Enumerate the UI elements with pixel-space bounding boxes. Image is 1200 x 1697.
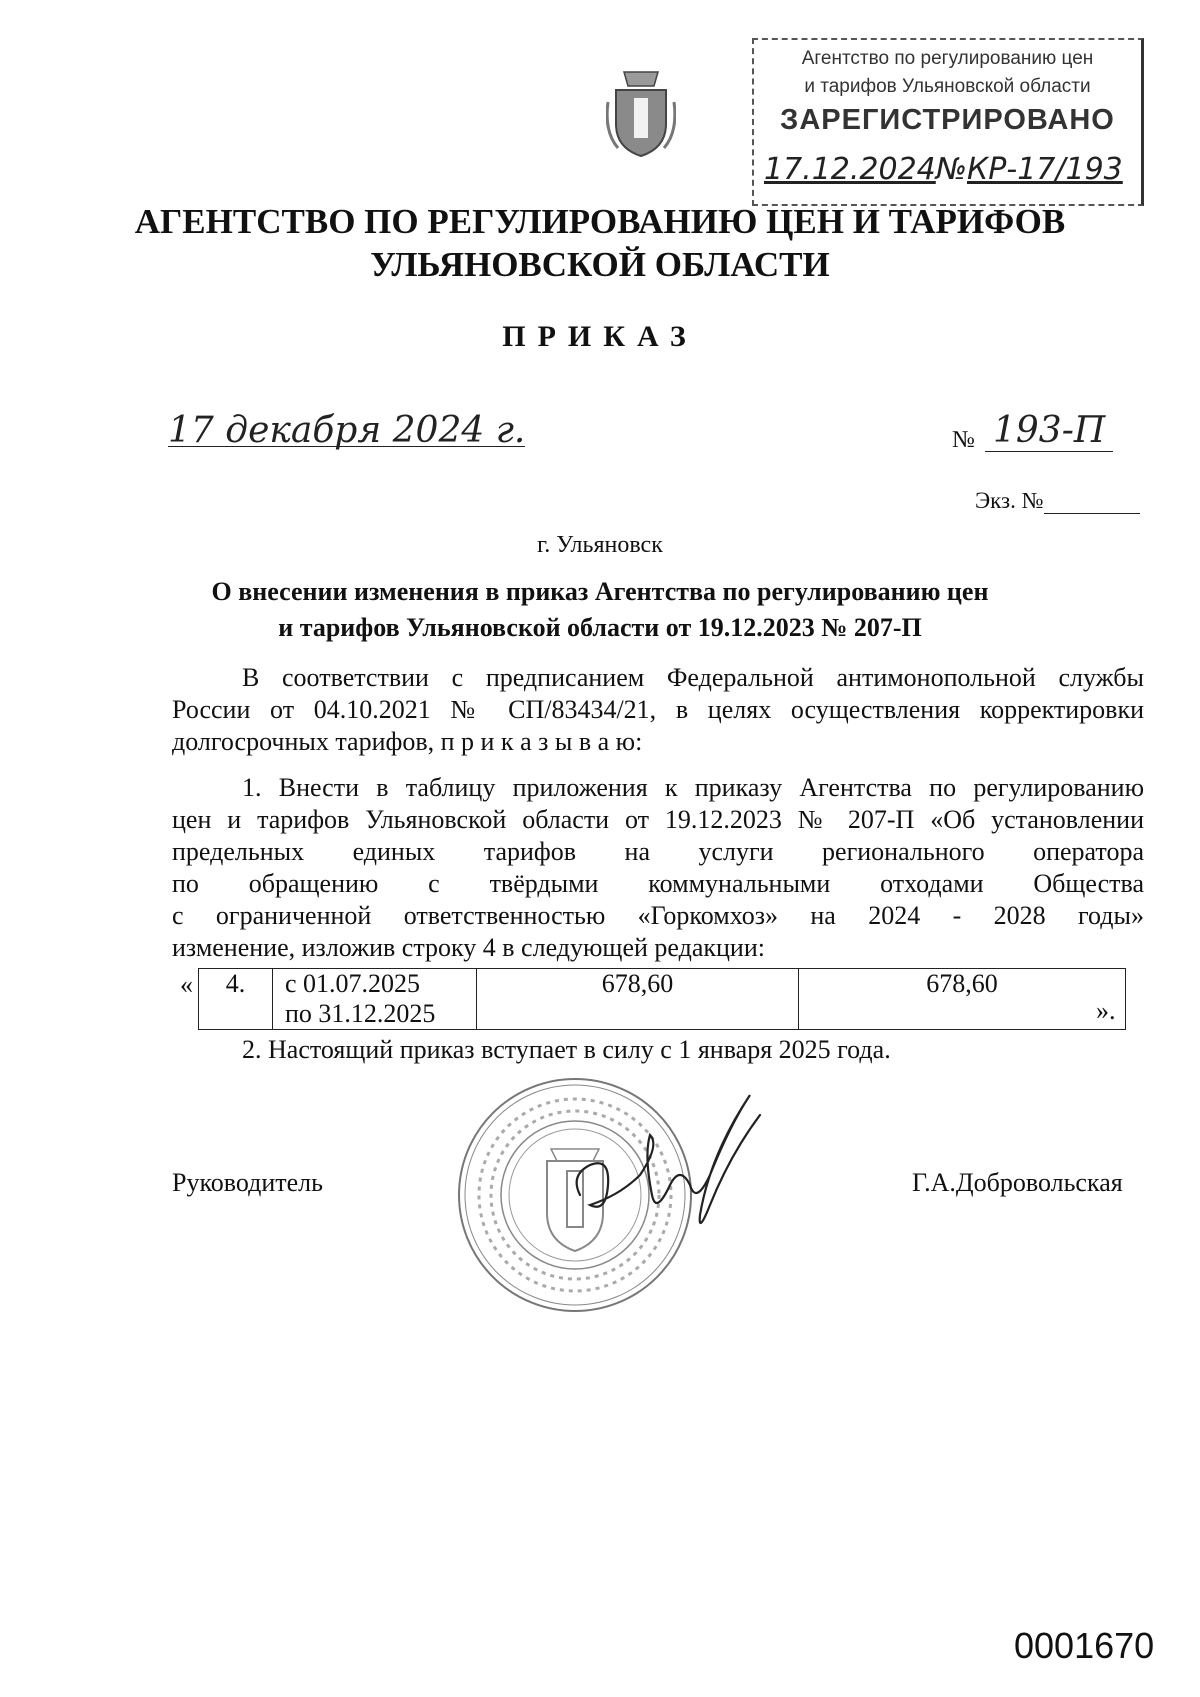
order-number-label: №	[952, 427, 975, 453]
table-cell-number: 4.	[199, 969, 273, 1030]
stamp-registration-line	[764, 152, 1123, 187]
copy-number-blank	[1044, 493, 1140, 514]
table-cell-value-1: 678,60	[477, 969, 799, 1030]
body-paragraph-2-line-1: 1. Внести в таблицу приложения к приказу Агентства по регулированию	[242, 773, 1144, 802]
stamp-number-label: №	[935, 152, 967, 187]
agency-title-line-2: УЛЬЯНОВСКОЙ ОБЛАСТИ	[370, 245, 830, 284]
handwritten-signature	[560, 1085, 780, 1245]
stamp-date: 17.12.2024	[764, 152, 936, 187]
agency-title	[0, 200, 1200, 286]
tariff-table	[198, 968, 1126, 1030]
document-type: ПРИКАЗ	[502, 320, 698, 353]
table-cell-value-2: 678,60	[799, 969, 1126, 1030]
subject-line-2: и тарифов Ульяновской области от 19.12.2023 № 207-П	[278, 613, 922, 642]
stamp-number: КР-17/193	[966, 152, 1123, 187]
table-row	[199, 969, 1126, 1030]
body-paragraph-1-line-2: России от 04.10.2021 № СП/83434/21, в целях осуществления корректировки	[172, 695, 1144, 724]
table-quote-open: «	[180, 970, 193, 999]
body-paragraph-1-line-3: долгосрочных тарифов, п р и к а з ы в а ю:	[172, 727, 643, 756]
signatory-position: Руководитель	[172, 1168, 323, 1197]
coat-of-arms-emblem	[606, 62, 676, 158]
body-paragraph-2-line-2: цен и тарифов Ульяновской области от 19.12.2023 № 207-П «Об установлении	[172, 805, 1144, 834]
body-paragraph-2-line-3: предельных единых тарифов на услуги регионального оператора	[172, 837, 1144, 866]
body-paragraph-1-line-1: В соответствии с предписанием Федеральной антимонопольной службы	[242, 663, 1144, 692]
order-date-handwritten: 17 декабря 2024 г.	[168, 410, 526, 451]
period-to: по 31.12.2025	[285, 999, 436, 1028]
copy-number-label: Экз. №	[975, 488, 1044, 513]
body-paragraph-2-line-5: с ограниченной ответственностью «Горкомхоз» на 2024 - 2028 годы»	[172, 901, 1144, 930]
subject-line-1: О внесении изменения в приказ Агентства по регулированию цен	[211, 577, 989, 606]
table-cell-period	[273, 969, 477, 1030]
copy-number-field	[975, 488, 1140, 514]
body-paragraph-2-line-4: по обращению с твёрдыми коммунальными отходами Общества	[172, 869, 1144, 898]
body-paragraph-2-line-6: изменение, изложив строку 4 в следующей редакции:	[172, 933, 765, 962]
stamp-status: ЗАРЕГИСТРИРОВАНО	[780, 104, 1115, 136]
order-subject	[0, 574, 1200, 646]
tariff-table-block	[176, 968, 1144, 1030]
document-serial-number: 0001670	[1014, 1625, 1155, 1666]
stamp-line-1: Агентство по регулированию цен	[801, 48, 1094, 69]
signatory-name: Г.А.Добровольская	[912, 1168, 1123, 1197]
stamp-line-2: и тарифов Ульяновской области	[804, 76, 1091, 97]
period-from: с 01.07.2025	[285, 969, 421, 998]
agency-title-line-1: АГЕНТСТВО ПО РЕГУЛИРОВАНИЮ ЦЕН И ТАРИФОВ	[134, 202, 1066, 241]
order-number-handwritten: 193-П	[985, 410, 1113, 452]
registration-stamp	[752, 38, 1144, 206]
body-paragraph-3: 2. Настоящий приказ вступает в силу с 1 января 2025 года.	[242, 1035, 891, 1064]
table-quote-close: ».	[1096, 996, 1116, 1025]
city: г. Ульяновск	[537, 532, 663, 558]
